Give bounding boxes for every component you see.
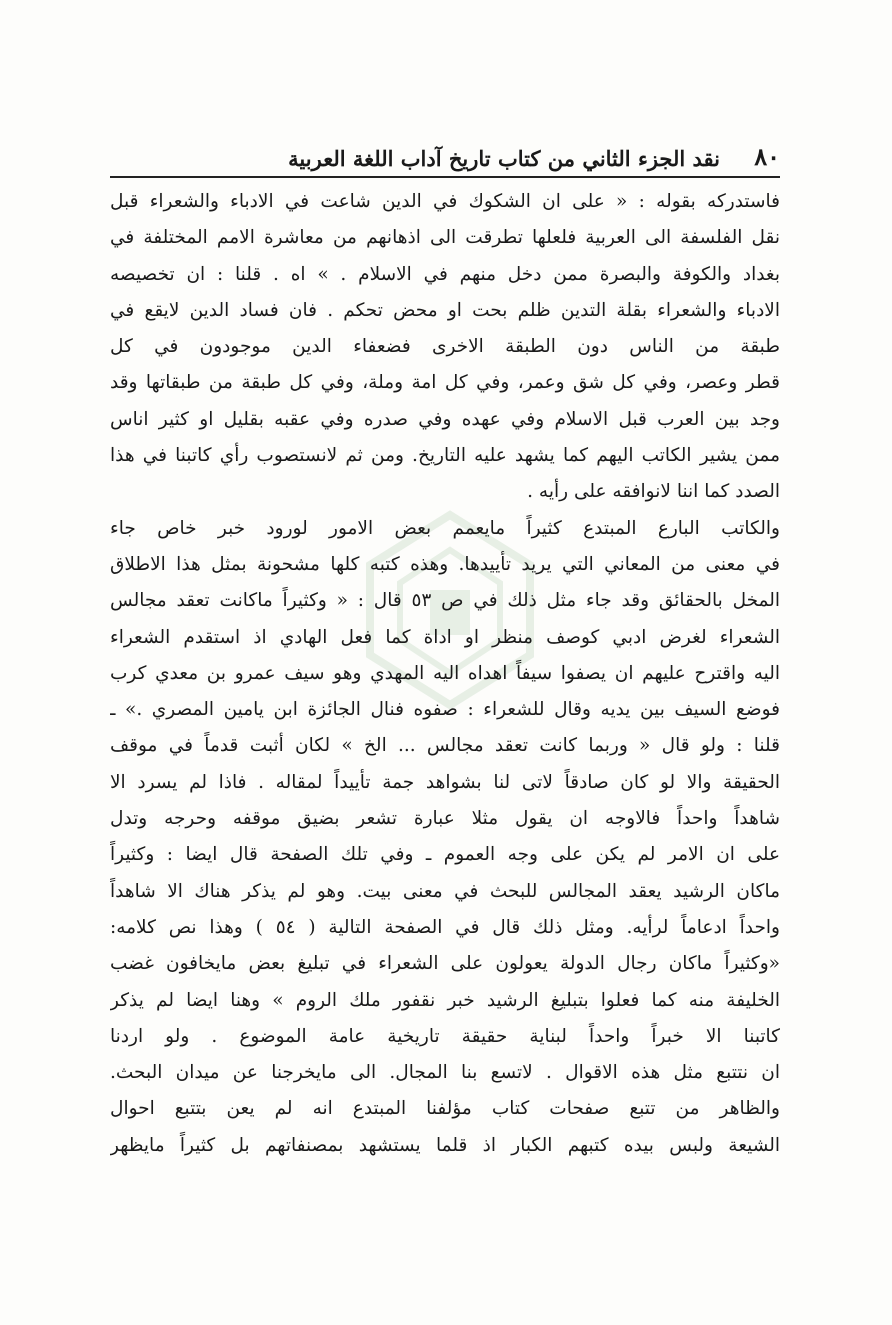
text-line: فوضع السيف بين يديه وقال للشعراء : صفوه فنال الجائزة ابن يامين المصري .» ـ	[110, 699, 780, 721]
text-line: كاتبنا الا خبراً واحداً لبناية حقيقة تاريخية عامة الموضوع . ولو اردنا	[110, 1025, 780, 1047]
text-line: قلنا : ولو قال « وربما كانت تعقد مجالس ... الخ » لكان أثبت قدماً في موقف	[110, 735, 780, 757]
text-line: شاهداً واحداً فالاوجه ان يقول مثلا عبارة تشعر بضيق موقفه وحرجه وتدل	[110, 808, 780, 830]
text-line: بغداد والكوفة والبصرة ممن دخل منهم في الاسلام . » اه . قلنا : ان تخصيصه	[110, 263, 780, 285]
text-line: نقل الفلسفة الى العربية فلعلها تطرقت الى اذهانهم من معاشرة الامم المختلفة في	[110, 227, 780, 249]
text-line: الشعراء لغرض ادبي كوصف منظر او اداة كما فعل الهادي اذ استقدم الشعراء	[110, 626, 780, 648]
page-header	[110, 140, 780, 180]
text-line: الشيعة ولبس بيده كتبهم الكبار اذ قلما يستشهد بمصنفاتهم بل كثيراً مايظهر	[110, 1134, 780, 1156]
text-line: طبقة من الناس دون الطبقة الاخرى فضعفاء الدين موجودون في كل	[110, 336, 780, 358]
text-line: واحداً ادعاماً لرأيه. ومثل ذلك قال في الصفحة التالية ( ٥٤ ) وهذا نص كلامه:	[110, 916, 780, 938]
text-line: اليه واقترح عليهم ان يصفوا سيفاً اهداه اليه المهدي وهو سيف عمرو بن معدي كرب	[110, 662, 780, 684]
text-line: ان نتتبع مثل هذه الاقوال . لاتسع بنا المجال. الى مايخرجنا عن ميدان البحث.	[110, 1062, 780, 1084]
text-line: قطر وعصر، وفي كل شق وعمر، وفي كل امة وملة، وفي كل طبقة من طبقاتها وقد	[110, 372, 780, 394]
text-line: ماكان الرشيد يعقد المجالس للبحث في معنى بيت. وهو لم يذكر هناك الا شاهداً	[110, 880, 780, 902]
running-title: نقد الجزء الثاني من كتاب تاريخ آداب اللغة العربية	[288, 146, 720, 171]
text-line: فاستدرکه بقوله : « على ان الشكوك في الدين شاعت في الادباء والشعراء قبل	[110, 191, 780, 212]
text-line: المخل بالحقائق وقد جاء مثل ذلك في ص ٥٣ قال : « وكثيراً ماكانت تعقد مجالس	[110, 590, 780, 612]
text-line: الصدد كما اننا لانوافقه على رأيه .	[527, 481, 780, 503]
body-text	[110, 184, 780, 1164]
text-line: الادباء والشعراء بقلة التدين ظلم بحت او محض تحكم . فان فساد الدين لايقع في	[110, 299, 780, 321]
text-line: «وكثيراً ماكان رجال الدولة يعولون على الشعراء في تبليغ بعض مايخافون غضب	[110, 953, 780, 975]
text-line: الخليفة منه كما فعلوا بتبليغ الرشيد خبر نقفور ملك الروم » وهنا ايضا لم يذكر	[110, 989, 780, 1011]
text-line: الحقيقة والا لو كان صادقاً لاتى لنا بشواهد جمة تأييداً لمقاله . فاذا لم يسرد الا	[110, 771, 780, 793]
text-line: في معنى من المعاني التي يريد تأييدها. وهذه كتبه كلها مشحونة بمثل هذا الاطلاق	[110, 553, 780, 575]
text-line: ممن يشير الكاتب اليهم كما يشهد عليه التاريخ. ومن ثم لانستصوب رأي كاتبنا في هذا	[110, 445, 780, 467]
page-number: ٨٠	[754, 142, 780, 171]
text-line: وجد بين العرب قبل الاسلام وفي عهده وفي صدره وفي عقبه بقليل او كثير اناس	[110, 408, 780, 430]
header-rule	[110, 176, 780, 178]
text-line: على ان الامر لم يكن على وجه العموم ـ وفي تلك الصفحة قال ايضا : وكثيراً	[110, 844, 780, 866]
text-line: والكاتب البارع المبتدع كثيراً مايعمم بعض الامور لورود خبر خاص جاء	[110, 517, 780, 539]
text-line: والظاهر من تتبع صفحات كتاب مؤلفنا المبتدع انه لم يعن بتتبع احوال	[110, 1098, 780, 1120]
